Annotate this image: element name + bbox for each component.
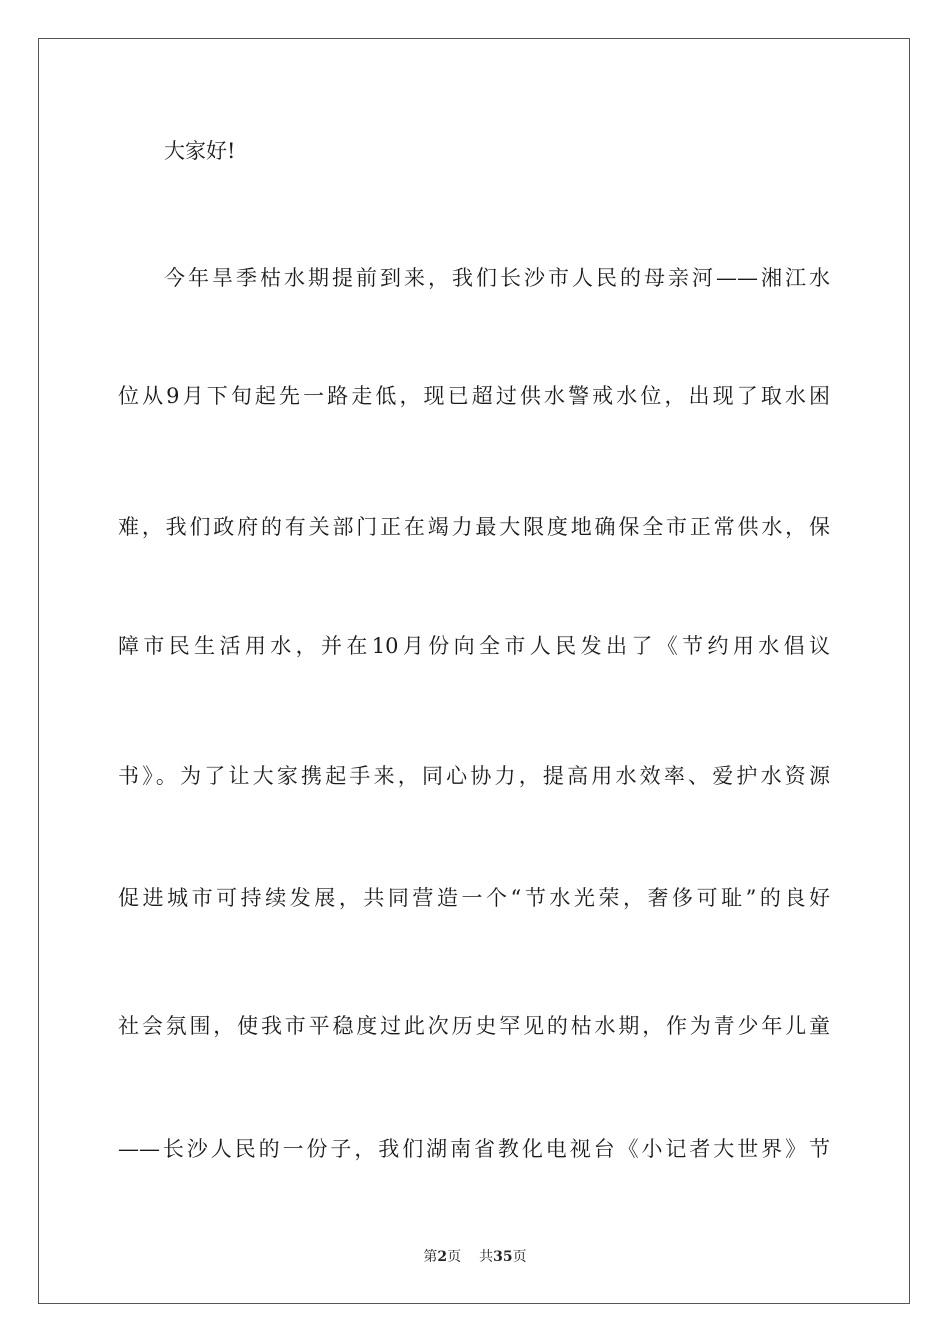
- paragraph-line: ——长沙人民的一份子，我们湖南省教化电视台《小记者大世界》节: [118, 1137, 830, 1161]
- greeting-line: 大家好!: [164, 139, 236, 163]
- paragraph-line: 难，我们政府的有关部门正在竭力最大限度地确保全市正常供水，保: [118, 515, 830, 539]
- total-prefix: 共: [479, 1249, 494, 1265]
- paragraph-line: 位从9月下旬起先一路走低，现已超过供水警戒水位，出现了取水困: [118, 384, 830, 408]
- page-suffix: 页: [447, 1249, 462, 1265]
- paragraph-line: 障市民生活用水，并在10月份向全市人民发出了《节约用水倡议: [118, 634, 830, 658]
- page-footer: [0, 1247, 950, 1267]
- page-prefix: 第: [423, 1249, 438, 1265]
- paragraph-line: 促进城市可持续发展，共同营造一个“节水光荣，奢侈可耻”的良好: [118, 886, 830, 910]
- total-suffix: 页: [512, 1249, 527, 1265]
- total-pages: 35: [493, 1249, 513, 1265]
- page-border: [38, 38, 910, 1304]
- paragraph-line: 社会氛围，使我市平稳度过此次历史罕见的枯水期，作为青少年儿童: [118, 1014, 830, 1038]
- paragraph-line: 书》。为了让大家携起手来，同心协力，提高用水效率、爱护水资源: [118, 764, 830, 788]
- paragraph-line: 今年旱季枯水期提前到来，我们长沙市人民的母亲河——湘江水: [164, 266, 830, 290]
- page-number: 2: [437, 1249, 448, 1265]
